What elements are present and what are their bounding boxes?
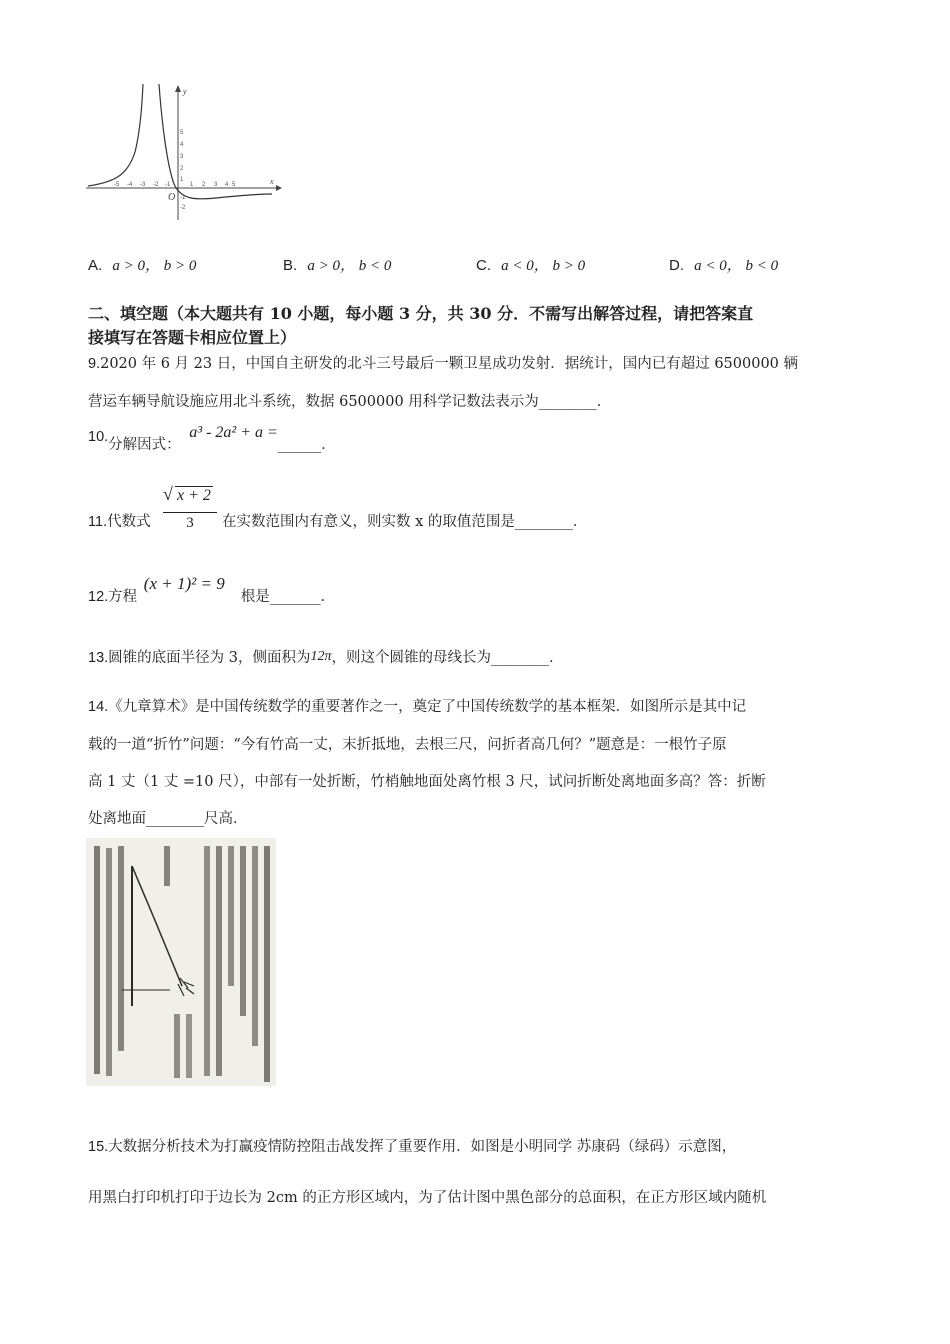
fraction-numerator [163,484,217,506]
section-heading-line1: 二、填空题（本大题共有 10 小题，每小题 3 分，共 30 分．不需写出解答过程，请把答案直 [88,304,754,323]
question-12-text: 方程 [108,589,138,605]
question-11-text: 代数式 [107,514,151,530]
x-tick: -4 [127,182,133,188]
y-tick: 3 [180,154,184,160]
x-axis-label: x [270,177,274,186]
option-d-letter: D. [669,257,684,274]
question-14-number: 14. [88,699,109,715]
question-15-text: 大数据分析技术为打赢疫情防控阻击战发挥了重要作用．如图是小明同学 苏康码（绿码）示意图， [108,1139,737,1155]
fraction-numerator-text: x + 2 [177,487,211,504]
y-tick: 5 [180,130,184,136]
question-11-number: 11. [88,514,108,530]
question-10-number: 10. [88,429,109,445]
origin-label: O [168,192,176,203]
question-13-expression: 12π [310,649,332,664]
question-13-text: 圆锥的底面半径为 3，侧面积为 [108,650,311,666]
question-11-fraction [163,484,217,532]
y-tick: -2 [180,205,186,211]
option-b-letter: B. [283,257,298,274]
x-tick: 5 [232,182,236,188]
option-c-letter: C. [476,257,491,274]
question-14-line2: 载的一道“折竹”问题：“今有竹高一丈，末折抵地，去根三尺，问折者高几何？”题意是：一根竹子原 [88,737,727,753]
question-12-expression: (x + 1)² = 9 [143,574,225,593]
x-tick: 1 [190,182,194,188]
question-9-line2: 营运车辆导航设施应用北斗系统，数据 6500000 用科学记数法表示为________． [88,394,612,410]
question-12-number: 12. [88,589,109,605]
function-graph [86,82,286,224]
option-c[interactable] [476,254,585,275]
section-heading-line2: 接填写在答题卡相应位置上） [88,328,297,347]
x-tick: -2 [153,182,159,188]
section-heading [88,302,868,350]
x-axis-arrow [276,185,282,191]
x-tick: 3 [214,182,218,188]
question-14-line1 [88,695,746,716]
x-tick: -5 [114,182,120,188]
question-14-line3: 高 1 丈（1 丈 =10 尺），中部有一处折断，竹梢触地面处离竹根 3 尺，试问折断处离地面多高？答：折断 [88,774,766,790]
option-b[interactable] [283,254,391,275]
y-tick: 4 [180,142,184,148]
question-13-tail: ，则这个圆锥的母线长为________． [331,650,564,666]
y-axis-arrow [175,85,181,92]
curve-left-branch [88,84,143,186]
question-14-line4: 处离地面________尺高． [88,811,248,827]
question-15-line1 [88,1135,736,1156]
y-tick-labels [180,130,186,211]
question-12-tail: 根是_______． [240,589,335,605]
y-tick: 1 [180,177,184,183]
question-13-number: 13. [88,650,109,666]
x-tick: 4 [225,182,229,188]
question-10-blank: ______． [277,437,336,453]
sqrt-icon: √ [163,484,173,504]
question-14-text: 《九章算术》是中国传统数学的重要著作之一，奠定了中国传统数学的基本框架．如图所示是其中记 [108,699,747,715]
question-12 [88,574,335,606]
question-10-text: 分解因式： [108,437,181,453]
option-a[interactable] [88,254,196,275]
question-9-number: 9. [88,356,101,372]
question-10 [88,424,336,454]
option-d[interactable] [669,254,778,275]
x-tick: -1 [165,182,171,188]
option-d-text: a < 0， b < 0 [694,258,779,274]
question-11-tail: 在实数范围内有意义，则实数 x 的取值范围是________． [222,514,588,530]
fraction-bar [163,512,217,513]
x-tick: -3 [140,182,146,188]
question-9-line1 [88,352,798,373]
question-15-line2: 用黑白打印机打印于边长为 2cm 的正方形区域内，为了估计图中黑色部分的总面积，在正方形区域内随机 [88,1190,767,1206]
question-13 [88,646,564,667]
x-tick: 2 [202,182,206,188]
question-10-expression: a³ - 2a² + a = [189,424,278,441]
question-15-number: 15. [88,1139,109,1155]
question-9-text: 2020 年 6 月 23 日，中国自主研发的北斗三号最后一颗卫星成功发射．据统计，国内已有超过 6500000 辆 [100,356,799,372]
option-b-text: a > 0， b < 0 [307,258,392,274]
y-tick: -1 [180,195,186,201]
y-tick: 2 [180,166,184,172]
option-a-text: a > 0， b > 0 [112,258,197,274]
option-a-letter: A. [88,257,103,274]
fraction-denominator: 3 [186,515,194,531]
option-c-text: a < 0， b > 0 [501,258,586,274]
y-axis-label: y [183,87,187,96]
jiuzhang-bamboo-figure [86,838,276,1086]
question-11-prefix [88,510,151,531]
